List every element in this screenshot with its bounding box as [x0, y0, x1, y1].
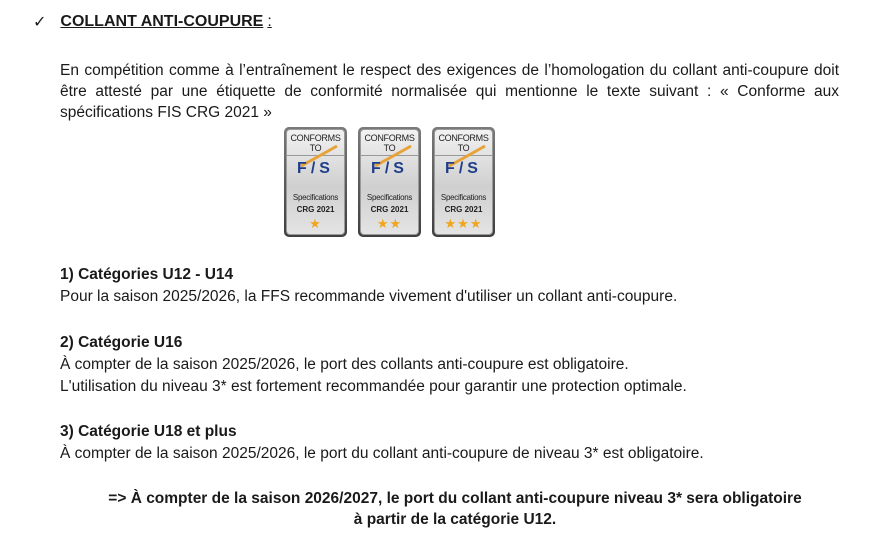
intro-paragraph: En compétition comme à l’entraînement le respect des exigences de l’homologation du collant anti-coupure doit être attesté par une étiquette de conformité normalisée qui mentionne le texte suivant : « Conforme aux spécifications FIS CRG 2021 » [60, 62, 839, 121]
section-heading [33, 12, 272, 32]
section-title: 2) Catégorie U16 [60, 334, 183, 351]
final-notice [60, 488, 850, 530]
section-line: L'utilisation du niveau 3* est fortement recommandée pour garantir une protection optimale. [60, 378, 687, 395]
fis-logo: F/S [297, 160, 334, 177]
section-line: Pour la saison 2025/2026, la FFS recommande vivement d'utiliser un collant anti-coupure. [60, 288, 678, 305]
star-icon: ★★ [376, 216, 403, 231]
badge-conforms-text: CONFORMS TO [287, 130, 344, 156]
section-u18-plus [60, 421, 704, 465]
badge-conforms-text: CONFORMS TO [435, 130, 492, 156]
heading-colon: : [267, 13, 272, 30]
badge-crg-text: CRG 2021 [370, 205, 409, 214]
badge-crg-text: CRG 2021 [444, 205, 483, 214]
badge-spec-text: Specifications [292, 193, 339, 202]
star-icon: ★ [309, 216, 322, 231]
section-u16 [60, 332, 687, 398]
section-title: 1) Catégories U12 - U14 [60, 266, 234, 283]
checkmark-icon: ✓ [33, 14, 47, 31]
section-u12-u14 [60, 264, 677, 308]
badge-spec-text: Specifications [366, 193, 413, 202]
fis-logo: F/S [371, 160, 408, 177]
fis-badge-1-star [284, 127, 347, 237]
fis-badge-2-stars [358, 127, 421, 237]
section-line: À compter de la saison 2025/2026, le port des collants anti-coupure est obligatoire. [60, 356, 629, 373]
badge-spec-text: Specifications [440, 193, 487, 202]
section-title: 3) Catégorie U18 et plus [60, 423, 237, 440]
final-notice-line-2: à partir de la catégorie U12. [353, 511, 557, 528]
section-line: À compter de la saison 2025/2026, le port du collant anti-coupure de niveau 3* est obligatoire. [60, 445, 704, 462]
fis-badges [284, 127, 495, 237]
star-icon: ★★★ [444, 216, 483, 231]
fis-badge-3-stars [432, 127, 495, 237]
final-notice-line-1: => À compter de la saison 2026/2027, le port du collant anti-coupure niveau 3* sera obligatoire [108, 490, 802, 507]
badge-crg-text: CRG 2021 [296, 205, 335, 214]
heading-title: COLLANT ANTI-COUPURE [60, 13, 264, 30]
fis-logo: F/S [445, 160, 482, 177]
badge-conforms-text: CONFORMS TO [361, 130, 418, 156]
